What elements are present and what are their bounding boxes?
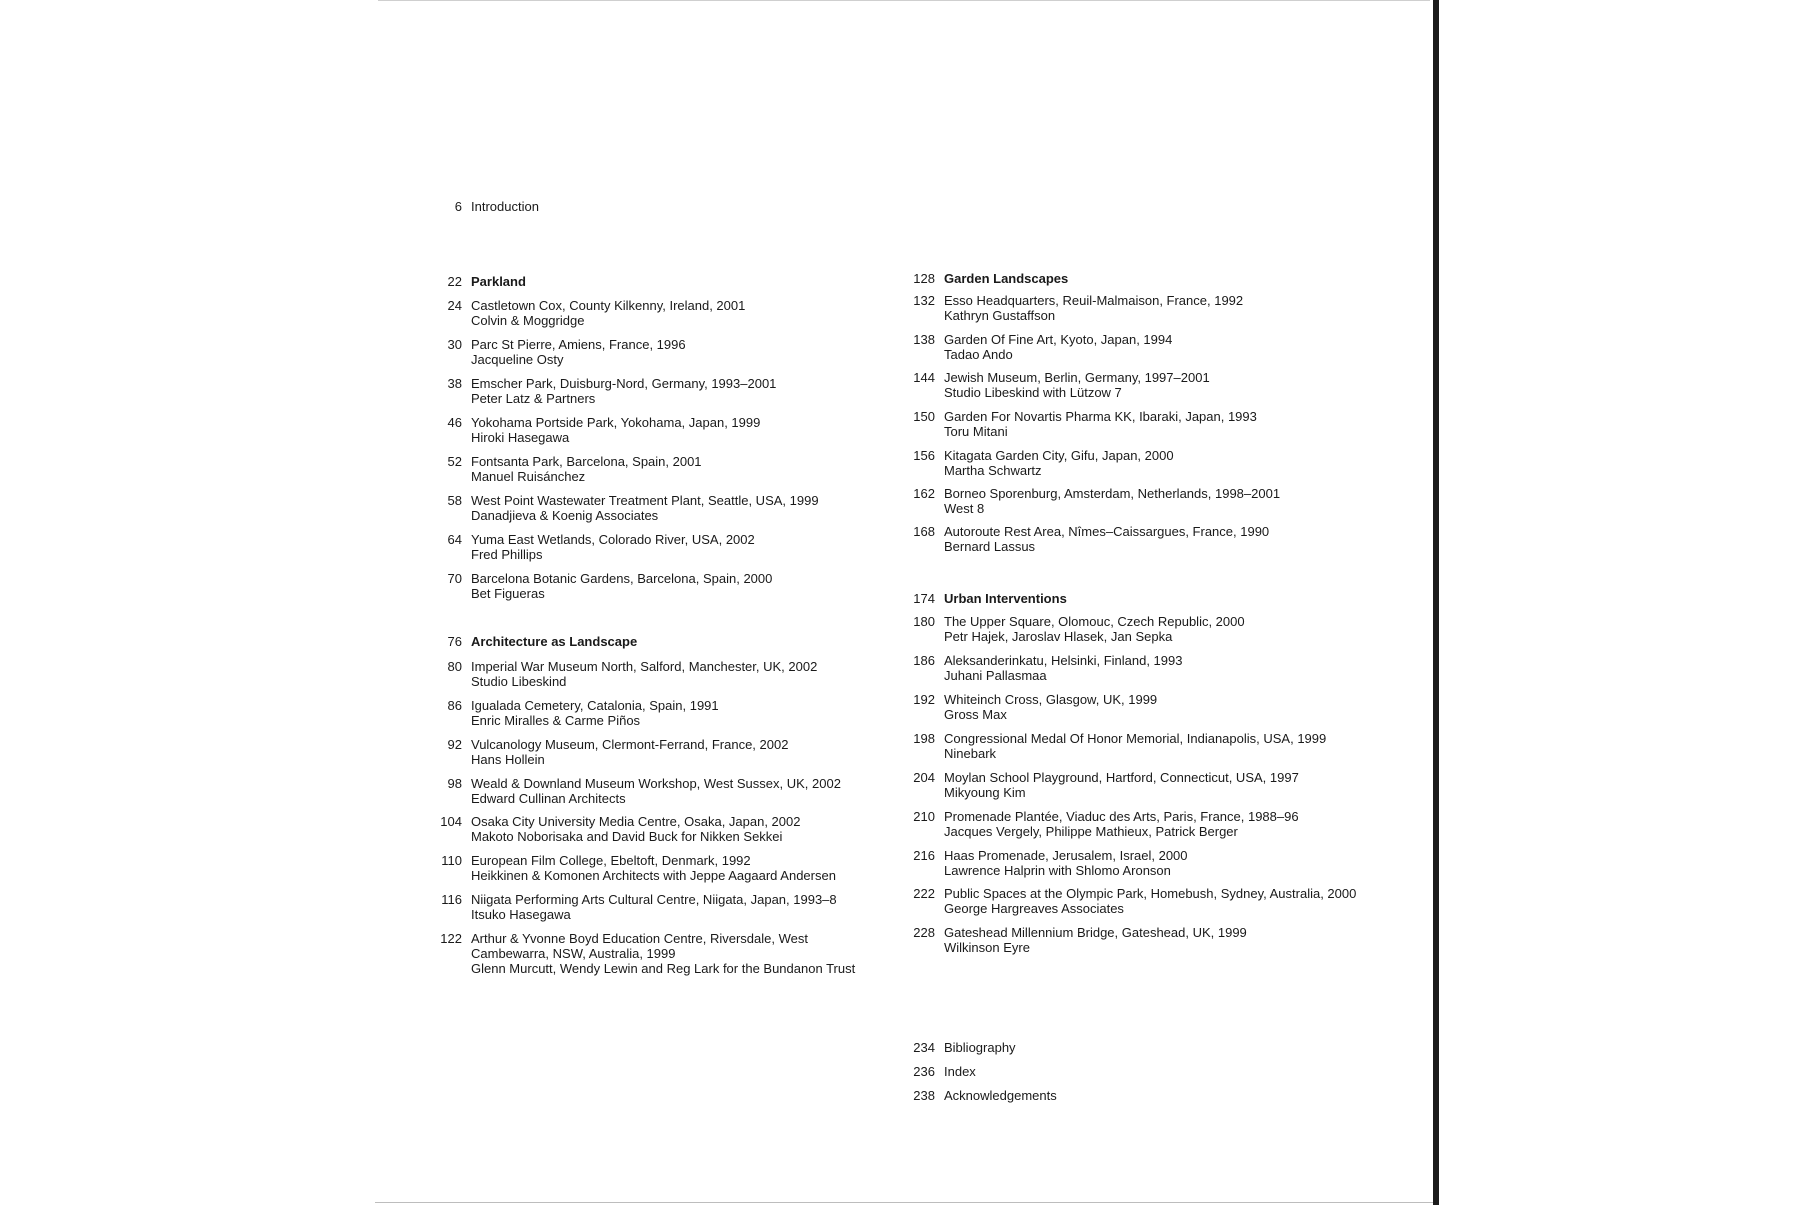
entry-project: Imperial War Museum North, Salford, Manchester, UK, 2002: [471, 659, 818, 674]
section-heading[interactable]: [898, 591, 1067, 606]
entry-project: Whiteinch Cross, Glasgow, UK, 1999: [944, 692, 1158, 707]
entry-project: Barcelona Botanic Gardens, Barcelona, Spain, 2000: [471, 571, 773, 586]
page-number: 64: [447, 532, 462, 547]
toc-entry[interactable]: [898, 448, 1174, 478]
page-number: 80: [447, 659, 462, 674]
entry-designer: Mikyoung Kim: [944, 785, 1026, 800]
entry-designer: Juhani Pallasmaa: [944, 668, 1047, 683]
entry-project: Jewish Museum, Berlin, Germany, 1997–2001: [944, 370, 1210, 385]
entry-designer: Studio Libeskind with Lützow 7: [944, 385, 1122, 400]
toc-entry[interactable]: [898, 692, 1157, 722]
toc-entry-back-matter[interactable]: [898, 1040, 1016, 1055]
toc-entry[interactable]: [898, 848, 1188, 878]
page-number: 6: [454, 199, 462, 214]
page-number: 174: [913, 591, 935, 606]
section-heading[interactable]: [425, 274, 526, 289]
entry-designer: Manuel Ruisánchez: [471, 469, 586, 484]
toc-entry-back-matter[interactable]: [898, 1088, 1057, 1103]
entry-designer: Wilkinson Eyre: [944, 940, 1030, 955]
page-number: 198: [913, 731, 935, 746]
section-heading[interactable]: [425, 634, 637, 649]
section-title: Garden Landscapes: [944, 271, 1069, 286]
page-number: 168: [913, 524, 935, 539]
entry-designer: Jacqueline Osty: [471, 352, 564, 367]
page-number: 132: [913, 293, 935, 308]
entry-title: Acknowledgements: [944, 1088, 1057, 1103]
book-spine-edge: [1433, 0, 1439, 1205]
section-title: Parkland: [471, 274, 526, 289]
entry-designer: Gross Max: [944, 707, 1007, 722]
entry-project: Public Spaces at the Olympic Park, Homebush, Sydney, Australia, 2000: [944, 886, 1357, 901]
entry-project: Emscher Park, Duisburg-Nord, Germany, 1993–2001: [471, 376, 777, 391]
toc-entry-introduction[interactable]: [425, 199, 539, 214]
entry-designer: George Hargreaves Associates: [944, 901, 1124, 916]
page-number: 186: [913, 653, 935, 668]
page-number: 162: [913, 486, 935, 501]
entry-designer: Colvin & Moggridge: [471, 313, 585, 328]
toc-entry[interactable]: [425, 853, 836, 883]
toc-entry[interactable]: [898, 332, 1172, 362]
page-number: 110: [441, 853, 462, 868]
entry-designer: Tadao Ando: [944, 347, 1013, 362]
page-number: 104: [440, 814, 462, 829]
page-number: 204: [913, 770, 935, 785]
entry-project: Promenade Plantée, Viaduc des Arts, Paris, France, 1988–96: [944, 809, 1299, 824]
toc-entry[interactable]: [425, 931, 855, 976]
toc-entry[interactable]: [898, 614, 1245, 644]
page-number: 30: [447, 337, 462, 352]
toc-entry[interactable]: [425, 814, 800, 844]
toc-entry[interactable]: [425, 571, 772, 601]
page-number: 122: [440, 931, 462, 946]
page-number: 180: [913, 614, 935, 629]
toc-entry[interactable]: [425, 337, 686, 367]
entry-designer: Heikkinen & Komonen Architects with Jeppe Aagaard Andersen: [471, 868, 836, 883]
entry-project: Haas Promenade, Jerusalem, Israel, 2000: [944, 848, 1188, 863]
page-number: 222: [913, 886, 935, 901]
entry-designer: Petr Hajek, Jaroslav Hlasek, Jan Sepka: [944, 629, 1173, 644]
entry-project: European Film College, Ebeltoft, Denmark, 1992: [471, 853, 751, 868]
entry-designer: Bernard Lassus: [944, 539, 1036, 554]
toc-entry[interactable]: [898, 770, 1299, 800]
entry-project: Yuma East Wetlands, Colorado River, USA, 2002: [471, 532, 755, 547]
entry-designer: Enric Miralles & Carme Piños: [471, 713, 641, 728]
page-number: 156: [913, 448, 935, 463]
entry-designer: Hiroki Hasegawa: [471, 430, 570, 445]
toc-entry[interactable]: [898, 731, 1326, 761]
entry-designer: Bet Figueras: [471, 586, 545, 601]
entry-project: Fontsanta Park, Barcelona, Spain, 2001: [471, 454, 702, 469]
page-number: 236: [913, 1064, 935, 1079]
entry-project: Autoroute Rest Area, Nîmes–Caissargues, France, 1990: [944, 524, 1270, 539]
toc-entry[interactable]: [425, 298, 745, 328]
page-number: 86: [447, 698, 462, 713]
section-heading[interactable]: [898, 271, 1068, 286]
toc-entry[interactable]: [898, 409, 1257, 439]
entry-project: Aleksanderinkatu, Helsinki, Finland, 1993: [944, 653, 1183, 668]
entry-title: Bibliography: [944, 1040, 1016, 1055]
entry-title: Index: [944, 1064, 976, 1079]
page-number: 24: [447, 298, 462, 313]
section-title: Architecture as Landscape: [471, 634, 638, 649]
page-number: 192: [913, 692, 935, 707]
entry-designer: West 8: [944, 501, 985, 516]
entry-designer: Itsuko Hasegawa: [471, 907, 571, 922]
entry-project: Igualada Cemetery, Catalonia, Spain, 1991: [471, 698, 719, 713]
toc-entry[interactable]: [425, 493, 819, 523]
page-number: 58: [447, 493, 462, 508]
page-number: 144: [913, 370, 935, 385]
page-top-edge: [378, 0, 1430, 1]
entry-project: Niigata Performing Arts Cultural Centre, Niigata, Japan, 1993–8: [471, 892, 837, 907]
toc-entry[interactable]: [898, 653, 1182, 683]
toc-entry[interactable]: [425, 415, 760, 445]
entry-project: Cambewarra, NSW, Australia, 1999: [471, 946, 676, 961]
entry-project: Castletown Cox, County Kilkenny, Ireland, 2001: [471, 298, 746, 313]
toc-entry[interactable]: [898, 886, 1356, 916]
entry-project: Esso Headquarters, Reuil-Malmaison, France, 1992: [944, 293, 1244, 308]
entry-project: The Upper Square, Olomouc, Czech Republic, 2000: [944, 614, 1245, 629]
entry-project: Moylan School Playground, Hartford, Connecticut, USA, 1997: [944, 770, 1299, 785]
toc-entry[interactable]: [898, 809, 1299, 839]
entry-designer: Danadjieva & Koenig Associates: [471, 508, 659, 523]
entry-title: Introduction: [471, 199, 539, 214]
page-number: 98: [447, 776, 462, 791]
toc-entry[interactable]: [425, 532, 755, 562]
toc-entry-back-matter[interactable]: [898, 1064, 976, 1079]
entry-project: Garden Of Fine Art, Kyoto, Japan, 1994: [944, 332, 1173, 347]
entry-project: Yokohama Portside Park, Yokohama, Japan, 1999: [471, 415, 761, 430]
entry-project: Garden For Novartis Pharma KK, Ibaraki, Japan, 1993: [944, 409, 1257, 424]
toc-entry[interactable]: [898, 370, 1210, 400]
toc-entry[interactable]: [425, 737, 788, 767]
page-number: 216: [913, 848, 935, 863]
toc-entry[interactable]: [898, 293, 1243, 323]
entry-designer: Ninebark: [944, 746, 997, 761]
toc-entry[interactable]: [425, 892, 837, 922]
page-number: 238: [913, 1088, 935, 1103]
entry-designer: Lawrence Halprin with Shlomo Aronson: [944, 863, 1171, 878]
page-number: 92: [447, 737, 462, 752]
entry-designer: Studio Libeskind: [471, 674, 567, 689]
entry-designer: Kathryn Gustaffson: [944, 308, 1056, 323]
toc-entry[interactable]: [425, 698, 719, 728]
toc-entry[interactable]: [898, 925, 1247, 955]
page-number: 116: [441, 892, 462, 907]
entry-project: Osaka City University Media Centre, Osaka, Japan, 2002: [471, 814, 801, 829]
entry-project: Kitagata Garden City, Gifu, Japan, 2000: [944, 448, 1174, 463]
page-bottom-edge: [375, 1202, 1433, 1203]
page-number: 228: [913, 925, 935, 940]
toc-entry[interactable]: [898, 486, 1280, 516]
entry-project: Borneo Sporenburg, Amsterdam, Netherlands, 1998–2001: [944, 486, 1281, 501]
entry-project: Parc St Pierre, Amiens, France, 1996: [471, 337, 686, 352]
entry-designer: Makoto Noborisaka and David Buck for Nikken Sekkei: [471, 829, 783, 844]
page-number: 38: [447, 376, 462, 391]
entry-designer: Fred Phillips: [471, 547, 543, 562]
entry-project: West Point Wastewater Treatment Plant, Seattle, USA, 1999: [471, 493, 819, 508]
page-number: 52: [447, 454, 462, 469]
toc-entry[interactable]: [425, 776, 841, 806]
page-number: 150: [913, 409, 935, 424]
entry-project: Congressional Medal Of Honor Memorial, Indianapolis, USA, 1999: [944, 731, 1327, 746]
toc-entry[interactable]: [898, 524, 1269, 554]
page-number: 76: [447, 634, 462, 649]
entry-project: Weald & Downland Museum Workshop, West Sussex, UK, 2002: [471, 776, 841, 791]
toc-entry[interactable]: [425, 454, 702, 484]
toc-entry[interactable]: [425, 659, 817, 689]
page-number: 70: [447, 571, 462, 586]
page-number: 138: [913, 332, 935, 347]
toc-entry[interactable]: [425, 376, 776, 406]
page-number: 234: [913, 1040, 935, 1055]
entry-project: Gateshead Millennium Bridge, Gateshead, UK, 1999: [944, 925, 1247, 940]
page-number: 128: [913, 271, 935, 286]
section-title: Urban Interventions: [944, 591, 1067, 606]
page-number: 22: [447, 274, 462, 289]
page-number: 46: [447, 415, 462, 430]
entry-project: Vulcanology Museum, Clermont-Ferrand, France, 2002: [471, 737, 789, 752]
entry-designer: Jacques Vergely, Philippe Mathieux, Patrick Berger: [944, 824, 1238, 839]
entry-project: Arthur & Yvonne Boyd Education Centre, Riversdale, West: [471, 931, 808, 946]
entry-designer: Edward Cullinan Architects: [471, 791, 626, 806]
entry-designer: Hans Hollein: [471, 752, 545, 767]
entry-designer: Toru Mitani: [944, 424, 1008, 439]
page-number: 210: [913, 809, 935, 824]
entry-designer: Martha Schwartz: [944, 463, 1042, 478]
entry-designer: Glenn Murcutt, Wendy Lewin and Reg Lark for the Bundanon Trust: [471, 961, 856, 976]
entry-designer: Peter Latz & Partners: [471, 391, 596, 406]
